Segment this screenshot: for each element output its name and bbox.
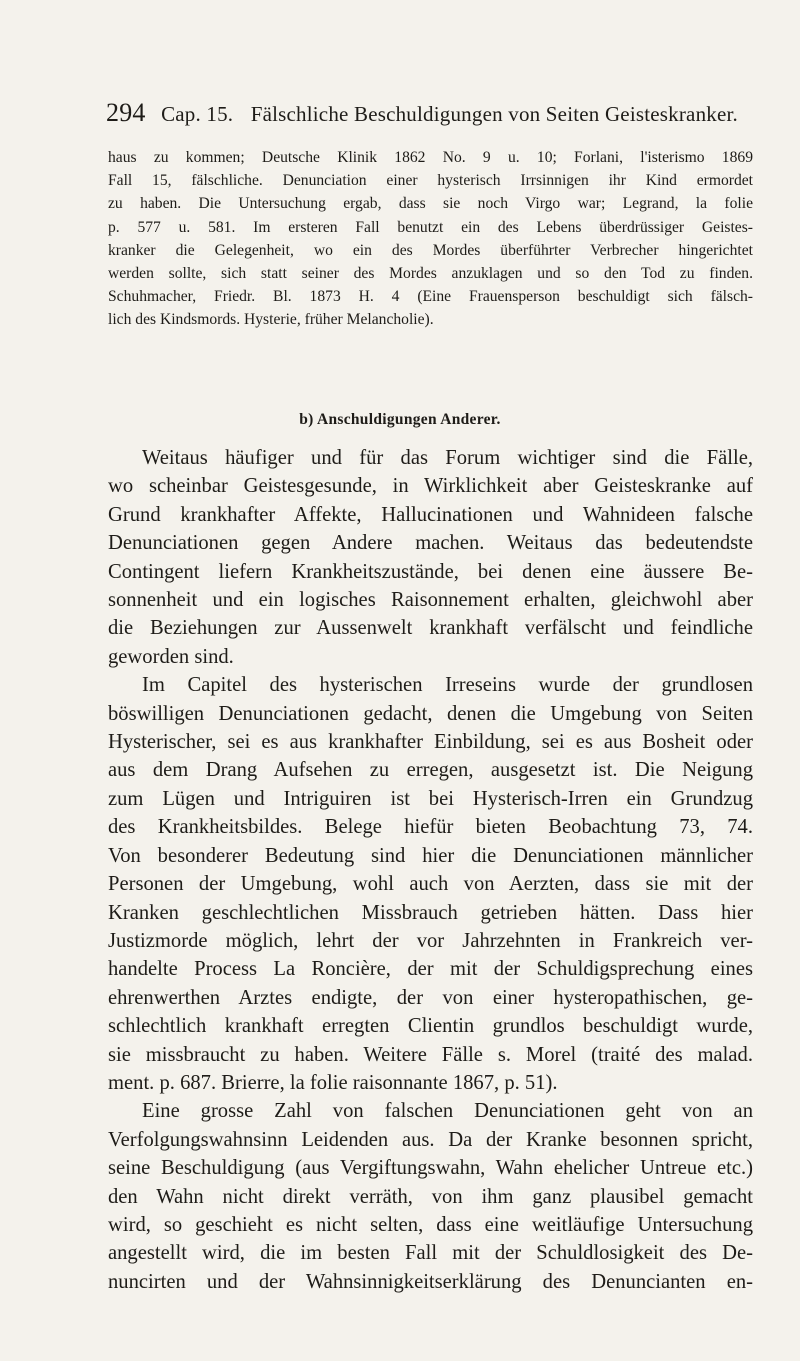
text-line: handelte Process La Roncière, der mit der Schuldigsprechung eines (108, 958, 753, 981)
note-line: p. 577 u. 581. Im ersteren Fall benutzt ein des Lebens überdrüssiger Geistes- (108, 218, 753, 236)
text-line: Denunciationen gegen Andere machen. Weitaus das bedeutendste (108, 532, 753, 555)
paragraph-2 (108, 671, 753, 1097)
text-line: ehrenwerthen Arztes endigte, der von einer hysteropathischen, ge- (108, 986, 753, 1009)
text-line: Justizmorde möglich, lehrt der vor Jahrzehnten in Frankreich ver- (108, 929, 753, 952)
text-line: nuncirten und der Wahnsinnigkeitserklärung des Denuncianten en- (108, 1270, 753, 1293)
note-line: zu haben. Die Untersuchung ergab, dass sie noch Virgo war; Legrand, la folie (108, 195, 753, 213)
paragraph-3 (108, 1097, 753, 1296)
text-line: angestellt wird, die im besten Fall mit der Schuldlosigkeit des De- (108, 1242, 753, 1265)
text-line: seine Beschuldigung (aus Vergiftungswahn, Wahn ehelicher Untreue etc.) (108, 1157, 753, 1180)
text-line: Hysterischer, sei es aus krankhafter Einbildung, sei es aus Bosheit oder (108, 731, 753, 754)
note-line: lich des Kindsmords. Hysterie, früher Melancholie). (108, 311, 434, 329)
text-line: geworden sind. (108, 645, 234, 668)
note-line: haus zu kommen; Deutsche Klinik 1862 No. 9 u. 10; Forlani, l'isterismo 1869 (108, 149, 753, 166)
text-line: Personen der Umgebung, wohl auch von Aerzten, dass sie mit der (108, 873, 753, 896)
note-line: Schuhmacher, Friedr. Bl. 1873 H. 4 (Eine Frauensperson beschuldigt sich fälsch- (108, 288, 753, 306)
text-line: Verfolgungswahnsinn Leidenden aus. Da der Kranke besonnen spricht, (108, 1128, 753, 1151)
text-line: Im Capitel des hysterischen Irreseins wurde der grundlosen (142, 674, 753, 697)
text-line: Eine grosse Zahl von falschen Denunciationen geht von an (142, 1100, 753, 1123)
page-number: 294 (106, 98, 146, 127)
text-line: sonnenheit und ein logisches Raisonnement erhalten, gleichwohl aber (108, 589, 753, 612)
text-line: Kranken geschlechtlichen Missbrauch getrieben hätten. Dass hier (108, 901, 753, 924)
note-line: Fall 15, fälschliche. Denunciation einer hysterisch Irrsinnigen ihr Kind ermordet (108, 172, 753, 190)
note-line: kranker die Gelegenheit, wo ein des Mordes überführter Verbrecher hingerichtet (108, 241, 753, 259)
text-line: Weitaus häufiger und für das Forum wichtiger sind die Fälle, (142, 447, 753, 469)
text-line: des Krankheitsbildes. Belege hiefür bieten Beobachtung 73, 74. (108, 816, 753, 839)
text-line: aus dem Drang Aufsehen zu erregen, ausgesetzt ist. Die Neigung (108, 759, 753, 782)
note-line: werden sollte, sich statt seiner des Mordes anzuklagen und so den Tod zu finden. (108, 265, 753, 283)
text-line: wo scheinbar Geistesgesunde, in Wirklichkeit aber Geisteskranke auf (108, 475, 753, 498)
section-heading: b) Anschuldigungen Anderer. (299, 411, 501, 428)
text-line: böswilligen Denunciationen gedacht, denen die Umgebung von Seiten (108, 702, 753, 725)
text-line: Von besonderer Bedeutung sind hier die Denunciationen männlicher (108, 844, 753, 867)
running-head (106, 98, 756, 128)
footnote-block (108, 146, 753, 332)
body-text (108, 444, 753, 1296)
text-line: schlechtlich krankhaft erregten Clientin grundlos beschuldigt wurde, (108, 1015, 753, 1038)
text-line: ment. p. 687. Brierre, la folie raisonnante 1867, p. 51). (108, 1071, 558, 1094)
text-line: zum Lügen und Intriguiren ist bei Hysterisch-Irren ein Grundzug (108, 787, 753, 810)
text-line: Grund krankhafter Affekte, Hallucinationen und Wahnideen falsche (108, 503, 753, 526)
text-line: den Wahn nicht direkt verräth, von ihm ganz plausibel gemacht (108, 1185, 753, 1208)
chapter-title: Fälschliche Beschuldigungen von Seiten Geisteskranker. (250, 102, 738, 126)
text-line: Contingent liefern Krankheitszustände, bei denen eine äussere Be- (108, 560, 753, 583)
text-line: sie missbraucht zu haben. Weitere Fälle s. Morel (traité des malad. (108, 1043, 753, 1066)
paragraph-1 (108, 444, 753, 671)
text-line: wird, so geschieht es nicht selten, dass eine weitläufige Untersuchung (108, 1213, 753, 1236)
chapter-label: Cap. 15. (161, 102, 234, 126)
text-line: die Beziehungen zur Aussenwelt krankhaft verfälscht und feindliche (108, 617, 753, 640)
